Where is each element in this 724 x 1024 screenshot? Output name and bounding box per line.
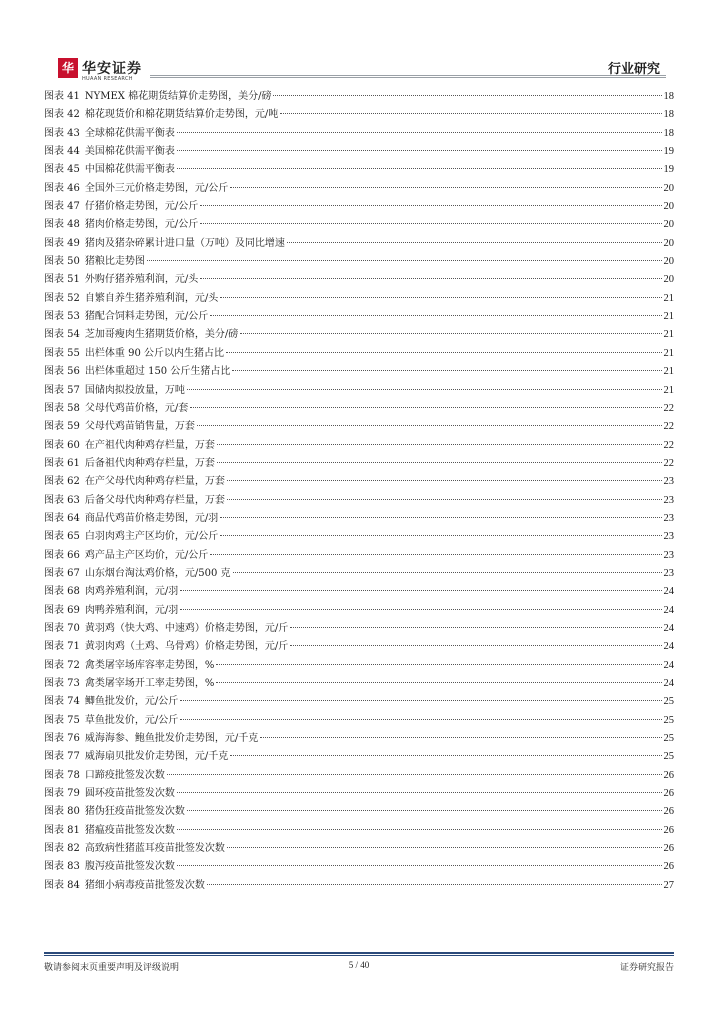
toc-entry[interactable] xyxy=(44,492,674,510)
toc-entry-title: 鲫鱼批发价，元/公斤 xyxy=(84,696,179,708)
toc-entry-page: 20 xyxy=(663,201,674,213)
toc-entry-page: 23 xyxy=(663,531,674,543)
toc-entry-page: 22 xyxy=(663,421,674,433)
toc-entry-page: 24 xyxy=(663,641,674,653)
toc-entry-page: 26 xyxy=(663,843,674,855)
toc-dot-leader xyxy=(230,187,661,188)
toc-entry-page: 20 xyxy=(663,274,674,286)
toc-entry-title: 全国外三元价格走势图，元/公斤 xyxy=(84,182,229,194)
toc-entry-prefix: 图表 48 xyxy=(44,219,80,231)
toc-entry-label xyxy=(44,767,165,785)
toc-entry-title: 肉鸡养殖利润，元/羽 xyxy=(84,586,179,598)
toc-entry-title: 父母代鸡苗价格，元/套 xyxy=(84,402,189,414)
toc-entry[interactable] xyxy=(44,437,674,455)
toc-dot-leader xyxy=(220,297,661,298)
toc-entry-page: 21 xyxy=(663,384,674,396)
toc-entry[interactable] xyxy=(44,125,674,143)
toc-dot-leader xyxy=(167,774,662,775)
toc-entry[interactable] xyxy=(44,730,674,748)
toc-entry-prefix: 图表 62 xyxy=(44,476,80,488)
toc-entry-title: 中国棉花供需平衡表 xyxy=(84,164,175,176)
disclaimer-note: 敬请参阅末页重要声明及评级说明 xyxy=(44,963,180,973)
toc-entry-title: 芝加哥瘦肉生猪期货价格，美分/磅 xyxy=(84,329,239,341)
toc-dot-leader xyxy=(273,95,661,96)
toc-dot-leader xyxy=(226,352,662,353)
toc-entry-prefix: 图表 76 xyxy=(44,733,80,745)
toc-entry-label xyxy=(44,345,224,363)
toc-entry-page: 22 xyxy=(663,457,674,469)
section-label: 行业研究 xyxy=(607,62,660,77)
toc-entry-title: 肉鸭养殖利润，元/羽 xyxy=(84,604,179,616)
toc-entry[interactable] xyxy=(44,143,674,161)
toc-dot-leader xyxy=(240,333,661,334)
toc-entry-label xyxy=(44,675,214,693)
toc-entry-page: 21 xyxy=(663,347,674,359)
toc-entry-prefix: 图表 72 xyxy=(44,659,80,671)
toc-dot-leader xyxy=(180,700,661,701)
toc-entry-label xyxy=(44,840,225,858)
toc-dot-leader xyxy=(147,260,662,261)
toc-entry-label xyxy=(44,620,288,638)
toc-entry-page: 20 xyxy=(663,256,674,268)
toc-entry-title: 出栏体重 90 公斤以内生猪占比 xyxy=(84,347,224,359)
toc-entry-prefix: 图表 70 xyxy=(44,622,80,634)
toc-entry-label xyxy=(44,547,208,565)
toc-entry[interactable] xyxy=(44,235,674,253)
toc-entry-label xyxy=(44,858,175,876)
toc-entry[interactable] xyxy=(44,547,674,565)
toc-entry[interactable] xyxy=(44,326,674,344)
toc-entry-page: 26 xyxy=(663,861,674,873)
huaan-logo-icon: 华 xyxy=(58,58,78,78)
toc-entry-page: 21 xyxy=(663,292,674,304)
toc-entry-title: 父母代鸡苗销售量，万套 xyxy=(84,421,195,433)
toc-entry-prefix: 图表 67 xyxy=(44,567,80,579)
toc-dot-leader xyxy=(177,150,662,151)
toc-entry-label xyxy=(44,565,231,583)
toc-entry-title: 后备祖代肉种鸡存栏量，万套 xyxy=(84,457,215,469)
toc-entry-page: 18 xyxy=(663,127,674,139)
toc-entry-prefix: 图表 58 xyxy=(44,402,80,414)
report-type: 证券研究报告 xyxy=(619,963,674,973)
toc-entry-prefix: 图表 63 xyxy=(44,494,80,506)
toc-dot-leader xyxy=(220,535,661,536)
toc-entry-page: 26 xyxy=(663,788,674,800)
toc-dot-leader xyxy=(177,168,662,169)
toc-entry-title: 猪伪狂疫苗批签发次数 xyxy=(84,806,185,818)
toc-dot-leader xyxy=(290,627,661,628)
toc-entry-label xyxy=(44,877,205,895)
toc-entry-page: 21 xyxy=(663,311,674,323)
toc-entry[interactable] xyxy=(44,253,674,271)
toc-entry-page: 24 xyxy=(663,604,674,616)
toc-dot-leader xyxy=(200,205,661,206)
toc-entry-label xyxy=(44,602,178,620)
toc-entry-prefix: 图表 79 xyxy=(44,788,80,800)
toc-entry-label xyxy=(44,363,230,381)
toc-entry-page: 21 xyxy=(663,366,674,378)
toc-entry-page: 22 xyxy=(663,402,674,414)
toc-entry-label xyxy=(44,143,175,161)
toc-entry-page: 23 xyxy=(663,512,674,524)
toc-entry-title: 全球棉花供需平衡表 xyxy=(84,127,175,139)
toc-entry-page: 26 xyxy=(663,824,674,836)
toc-entry-page: 24 xyxy=(663,678,674,689)
toc-dot-leader xyxy=(190,407,661,408)
toc-entry-title: 圆环疫苗批签发次数 xyxy=(84,788,175,800)
header-divider-secondary xyxy=(150,77,666,78)
toc-entry-page: 25 xyxy=(663,714,674,726)
toc-entry[interactable] xyxy=(44,510,674,528)
toc-entry-label xyxy=(44,473,225,491)
toc-entry-label xyxy=(44,125,175,143)
toc-entry-page: 26 xyxy=(663,769,674,781)
toc-dot-leader xyxy=(216,682,661,683)
toc-entry-prefix: 图表 44 xyxy=(44,146,80,158)
toc-dot-leader xyxy=(232,370,661,371)
toc-entry-title: 威海海参、鲍鱼批发价走势图，元/千克 xyxy=(84,733,259,745)
toc-entry[interactable] xyxy=(44,271,674,289)
toc-entry-prefix: 图表 60 xyxy=(44,439,80,451)
toc-entry-label xyxy=(44,492,225,510)
toc-entry-prefix: 图表 66 xyxy=(44,549,80,561)
toc-dot-leader xyxy=(216,664,661,665)
toc-entry-label xyxy=(44,455,215,473)
toc-entry-title: 山东烟台淘汰鸡价格，元/500 克 xyxy=(84,567,231,579)
toc-entry-prefix: 图表 56 xyxy=(44,366,80,378)
toc-entry-title: 高致病性猪蓝耳疫苗批签发次数 xyxy=(84,843,225,855)
toc-entry-prefix: 图表 51 xyxy=(44,274,80,286)
toc-dot-leader xyxy=(233,572,662,573)
toc-entry-label xyxy=(44,418,195,436)
toc-dot-leader xyxy=(210,554,661,555)
toc-entry-prefix: 图表 82 xyxy=(44,843,80,855)
toc-entry[interactable] xyxy=(44,382,674,400)
toc-entry-page: 18 xyxy=(663,91,674,102)
toc-dot-leader xyxy=(197,425,662,426)
toc-entry[interactable] xyxy=(44,840,674,858)
toc-entry[interactable] xyxy=(44,657,674,675)
toc-entry-title: 黄羽鸡（快大鸡、中速鸡）价格走势图，元/斤 xyxy=(84,622,289,634)
toc-entry-page: 19 xyxy=(663,146,674,158)
toc-entry-page: 24 xyxy=(663,659,674,671)
toc-dot-leader xyxy=(217,462,662,463)
toc-entry-prefix: 图表 50 xyxy=(44,256,80,268)
toc-dot-leader xyxy=(227,499,662,500)
toc-entry-label xyxy=(44,730,258,748)
toc-entry-label xyxy=(44,693,178,711)
toc-dot-leader xyxy=(180,609,661,610)
toc-entry-page: 20 xyxy=(663,237,674,249)
toc-entry-page: 26 xyxy=(663,806,674,818)
toc-entry-label xyxy=(44,216,198,234)
toc-entry[interactable] xyxy=(44,363,674,381)
page-header xyxy=(58,62,666,82)
toc-entry-page: 20 xyxy=(663,219,674,231)
toc-entry[interactable] xyxy=(44,455,674,473)
toc-entry-title: 禽类屠宰场开工率走势图，% xyxy=(84,678,215,689)
toc-dot-leader xyxy=(207,884,662,885)
toc-entry-title: 自繁自养生猪养殖利润，元/头 xyxy=(84,292,219,304)
toc-dot-leader xyxy=(180,719,661,720)
toc-entry[interactable] xyxy=(44,767,674,785)
toc-dot-leader xyxy=(217,444,662,445)
toc-entry[interactable] xyxy=(44,712,674,730)
toc-entry-prefix: 图表 77 xyxy=(44,751,80,763)
toc-entry-page: 25 xyxy=(663,696,674,708)
toc-entry-label xyxy=(44,253,145,271)
toc-entry-title: 外购仔猪养殖利润，元/头 xyxy=(84,274,199,286)
toc-entry-label xyxy=(44,638,288,656)
toc-entry-label xyxy=(44,308,208,326)
toc-entry-prefix: 图表 42 xyxy=(44,109,80,121)
toc-entry-label xyxy=(44,748,228,766)
toc-entry[interactable] xyxy=(44,528,674,546)
toc-entry-title: 猪细小病毒疫苗批签发次数 xyxy=(84,879,205,891)
toc-dot-leader xyxy=(280,113,661,114)
toc-entry-prefix: 图表 55 xyxy=(44,347,80,359)
toc-entry[interactable] xyxy=(44,822,674,840)
toc-entry-prefix: 图表 41 xyxy=(44,91,80,102)
toc-entry-title: 猪肉价格走势图，元/公斤 xyxy=(84,219,199,231)
toc-dot-leader xyxy=(177,132,662,133)
toc-entry-title: 草鱼批发价，元/公斤 xyxy=(84,714,179,726)
toc-dot-leader xyxy=(187,810,662,811)
brand-subtitle: HUAAN RESEARCH xyxy=(82,76,133,82)
toc-entry-title: 在产祖代肉种鸡存栏量，万套 xyxy=(84,439,215,451)
toc-entry[interactable] xyxy=(44,803,674,821)
toc-dot-leader xyxy=(200,223,661,224)
toc-dot-leader xyxy=(187,389,662,390)
toc-dot-leader xyxy=(227,847,662,848)
page-number: 5 / 40 xyxy=(348,960,370,970)
toc-entry-label xyxy=(44,400,188,418)
toc-entry-title: 白羽肉鸡主产区均价，元/公斤 xyxy=(84,531,219,543)
toc-entry[interactable] xyxy=(44,565,674,583)
toc-entry-prefix: 图表 47 xyxy=(44,201,80,213)
toc-entry-prefix: 图表 59 xyxy=(44,421,80,433)
toc-entry[interactable] xyxy=(44,216,674,234)
table-of-figures xyxy=(44,88,674,895)
toc-entry-title: 出栏体重超过 150 公斤生猪占比 xyxy=(84,366,231,378)
toc-entry-title: 腹泻疫苗批签发次数 xyxy=(84,861,175,873)
toc-entry[interactable] xyxy=(44,473,674,491)
toc-entry-page: 23 xyxy=(663,567,674,579)
toc-entry[interactable] xyxy=(44,106,674,124)
toc-dot-leader xyxy=(230,755,661,756)
toc-dot-leader xyxy=(287,242,662,243)
footer-divider-secondary xyxy=(44,955,674,956)
toc-entry-page: 25 xyxy=(663,751,674,763)
toc-entry-prefix: 图表 80 xyxy=(44,806,80,818)
header-divider xyxy=(150,75,666,76)
toc-entry[interactable] xyxy=(44,877,674,895)
toc-entry[interactable] xyxy=(44,583,674,601)
toc-entry-page: 21 xyxy=(663,329,674,341)
toc-entry-prefix: 图表 71 xyxy=(44,641,80,653)
toc-entry-page: 24 xyxy=(663,622,674,634)
toc-entry-page: 27 xyxy=(663,879,674,891)
toc-entry-prefix: 图表 84 xyxy=(44,879,80,891)
toc-entry-page: 25 xyxy=(663,733,674,745)
toc-entry-prefix: 图表 69 xyxy=(44,604,80,616)
toc-entry-title: 口蹄疫批签发次数 xyxy=(84,769,165,781)
toc-entry-title: 威海扇贝批发价走势图，元/千克 xyxy=(84,751,229,763)
toc-entry-page: 23 xyxy=(663,476,674,488)
toc-entry-title: 在产父母代肉种鸡存栏量，万套 xyxy=(84,476,225,488)
toc-entry-label xyxy=(44,583,178,601)
toc-entry[interactable] xyxy=(44,620,674,638)
toc-entry[interactable] xyxy=(44,693,674,711)
toc-entry-title: 猪肉及猪杂碎累计进口量（万吨）及同比增速 xyxy=(84,237,285,249)
toc-entry-prefix: 图表 53 xyxy=(44,311,80,323)
toc-entry-page: 20 xyxy=(663,182,674,194)
toc-entry-label xyxy=(44,106,278,124)
toc-dot-leader xyxy=(200,278,661,279)
toc-entry-label xyxy=(44,235,285,253)
toc-entry-prefix: 图表 45 xyxy=(44,164,80,176)
toc-entry[interactable] xyxy=(44,675,674,693)
toc-entry-title: 鸡产品主产区均价，元/公斤 xyxy=(84,549,209,561)
toc-dot-leader xyxy=(177,865,662,866)
toc-entry-title: 棉花现货价和棉花期货结算价走势图，元/吨 xyxy=(84,109,279,121)
toc-entry-label xyxy=(44,180,228,198)
toc-entry-label xyxy=(44,510,218,528)
toc-entry-label xyxy=(44,803,185,821)
toc-entry-page: 24 xyxy=(663,586,674,598)
toc-entry-title: 国储肉拟投放量，万吨 xyxy=(84,384,185,396)
toc-entry-prefix: 图表 68 xyxy=(44,586,80,598)
toc-entry[interactable] xyxy=(44,198,674,216)
toc-entry-label xyxy=(44,528,218,546)
toc-dot-leader xyxy=(227,480,662,481)
toc-entry-page: 19 xyxy=(663,164,674,176)
toc-entry[interactable] xyxy=(44,345,674,363)
toc-entry-prefix: 图表 52 xyxy=(44,292,80,304)
toc-entry-title: 仔猪价格走势图，元/公斤 xyxy=(84,201,199,213)
toc-entry-prefix: 图表 49 xyxy=(44,237,80,249)
toc-entry-prefix: 图表 75 xyxy=(44,714,80,726)
toc-entry-prefix: 图表 57 xyxy=(44,384,80,396)
toc-entry-page: 22 xyxy=(663,439,674,451)
toc-entry-prefix: 图表 78 xyxy=(44,769,80,781)
toc-entry-label xyxy=(44,822,175,840)
toc-entry-page: 18 xyxy=(663,109,674,121)
toc-entry-title: 美国棉花供需平衡表 xyxy=(84,146,175,158)
toc-entry-prefix: 图表 46 xyxy=(44,182,80,194)
toc-entry-page: 23 xyxy=(663,549,674,561)
toc-entry[interactable] xyxy=(44,290,674,308)
toc-entry-prefix: 图表 61 xyxy=(44,457,80,469)
toc-entry-prefix: 图表 64 xyxy=(44,512,80,524)
toc-dot-leader xyxy=(177,829,662,830)
toc-entry-page: 23 xyxy=(663,494,674,506)
footer-divider xyxy=(44,952,674,954)
toc-entry-title: 禽类屠宰场库容率走势图，% xyxy=(84,659,215,671)
toc-entry-label xyxy=(44,161,175,179)
toc-entry-label xyxy=(44,785,175,803)
toc-entry-prefix: 图表 81 xyxy=(44,824,80,836)
toc-dot-leader xyxy=(260,737,661,738)
toc-entry-title: 猪配合饲料走势图，元/公斤 xyxy=(84,311,209,323)
toc-dot-leader xyxy=(220,517,661,518)
toc-entry[interactable] xyxy=(44,161,674,179)
toc-entry-label xyxy=(44,657,214,675)
toc-entry[interactable] xyxy=(44,308,674,326)
toc-entry-prefix: 图表 65 xyxy=(44,531,80,543)
toc-entry[interactable] xyxy=(44,638,674,656)
toc-dot-leader xyxy=(210,315,661,316)
toc-dot-leader xyxy=(290,645,661,646)
toc-dot-leader xyxy=(177,792,662,793)
toc-entry-title: NYMEX 棉花期货结算价走势图，美分/磅 xyxy=(84,91,272,102)
toc-entry-title: 黄羽肉鸡（土鸡、乌骨鸡）价格走势图，元/斤 xyxy=(84,641,289,653)
toc-entry[interactable] xyxy=(44,858,674,876)
toc-entry-prefix: 图表 73 xyxy=(44,678,80,689)
toc-entry-title: 猪粮比走势图 xyxy=(84,256,145,268)
toc-entry-label xyxy=(44,271,198,289)
toc-entry-label xyxy=(44,326,238,344)
toc-entry-label xyxy=(44,712,178,730)
toc-entry-prefix: 图表 74 xyxy=(44,696,80,708)
toc-entry-title: 猪瘟疫苗批签发次数 xyxy=(84,824,175,836)
toc-entry-prefix: 图表 54 xyxy=(44,329,80,341)
toc-dot-leader xyxy=(180,590,661,591)
toc-entry-label xyxy=(44,437,215,455)
toc-entry[interactable] xyxy=(44,180,674,198)
toc-entry-label xyxy=(44,198,198,216)
toc-entry-title: 商品代鸡苗价格走势图，元/羽 xyxy=(84,512,219,524)
toc-entry-prefix: 图表 43 xyxy=(44,127,80,139)
toc-entry[interactable] xyxy=(44,400,674,418)
toc-entry[interactable] xyxy=(44,88,674,106)
toc-entry-prefix: 图表 83 xyxy=(44,861,80,873)
toc-entry[interactable] xyxy=(44,418,674,436)
toc-entry[interactable] xyxy=(44,785,674,803)
toc-entry-label xyxy=(44,290,218,308)
toc-entry-label xyxy=(44,382,185,400)
toc-entry-label xyxy=(44,88,271,106)
toc-entry[interactable] xyxy=(44,748,674,766)
brand-name: 华安证券 xyxy=(82,61,142,77)
toc-entry[interactable] xyxy=(44,602,674,620)
toc-entry-title: 后备父母代肉种鸡存栏量，万套 xyxy=(84,494,225,506)
